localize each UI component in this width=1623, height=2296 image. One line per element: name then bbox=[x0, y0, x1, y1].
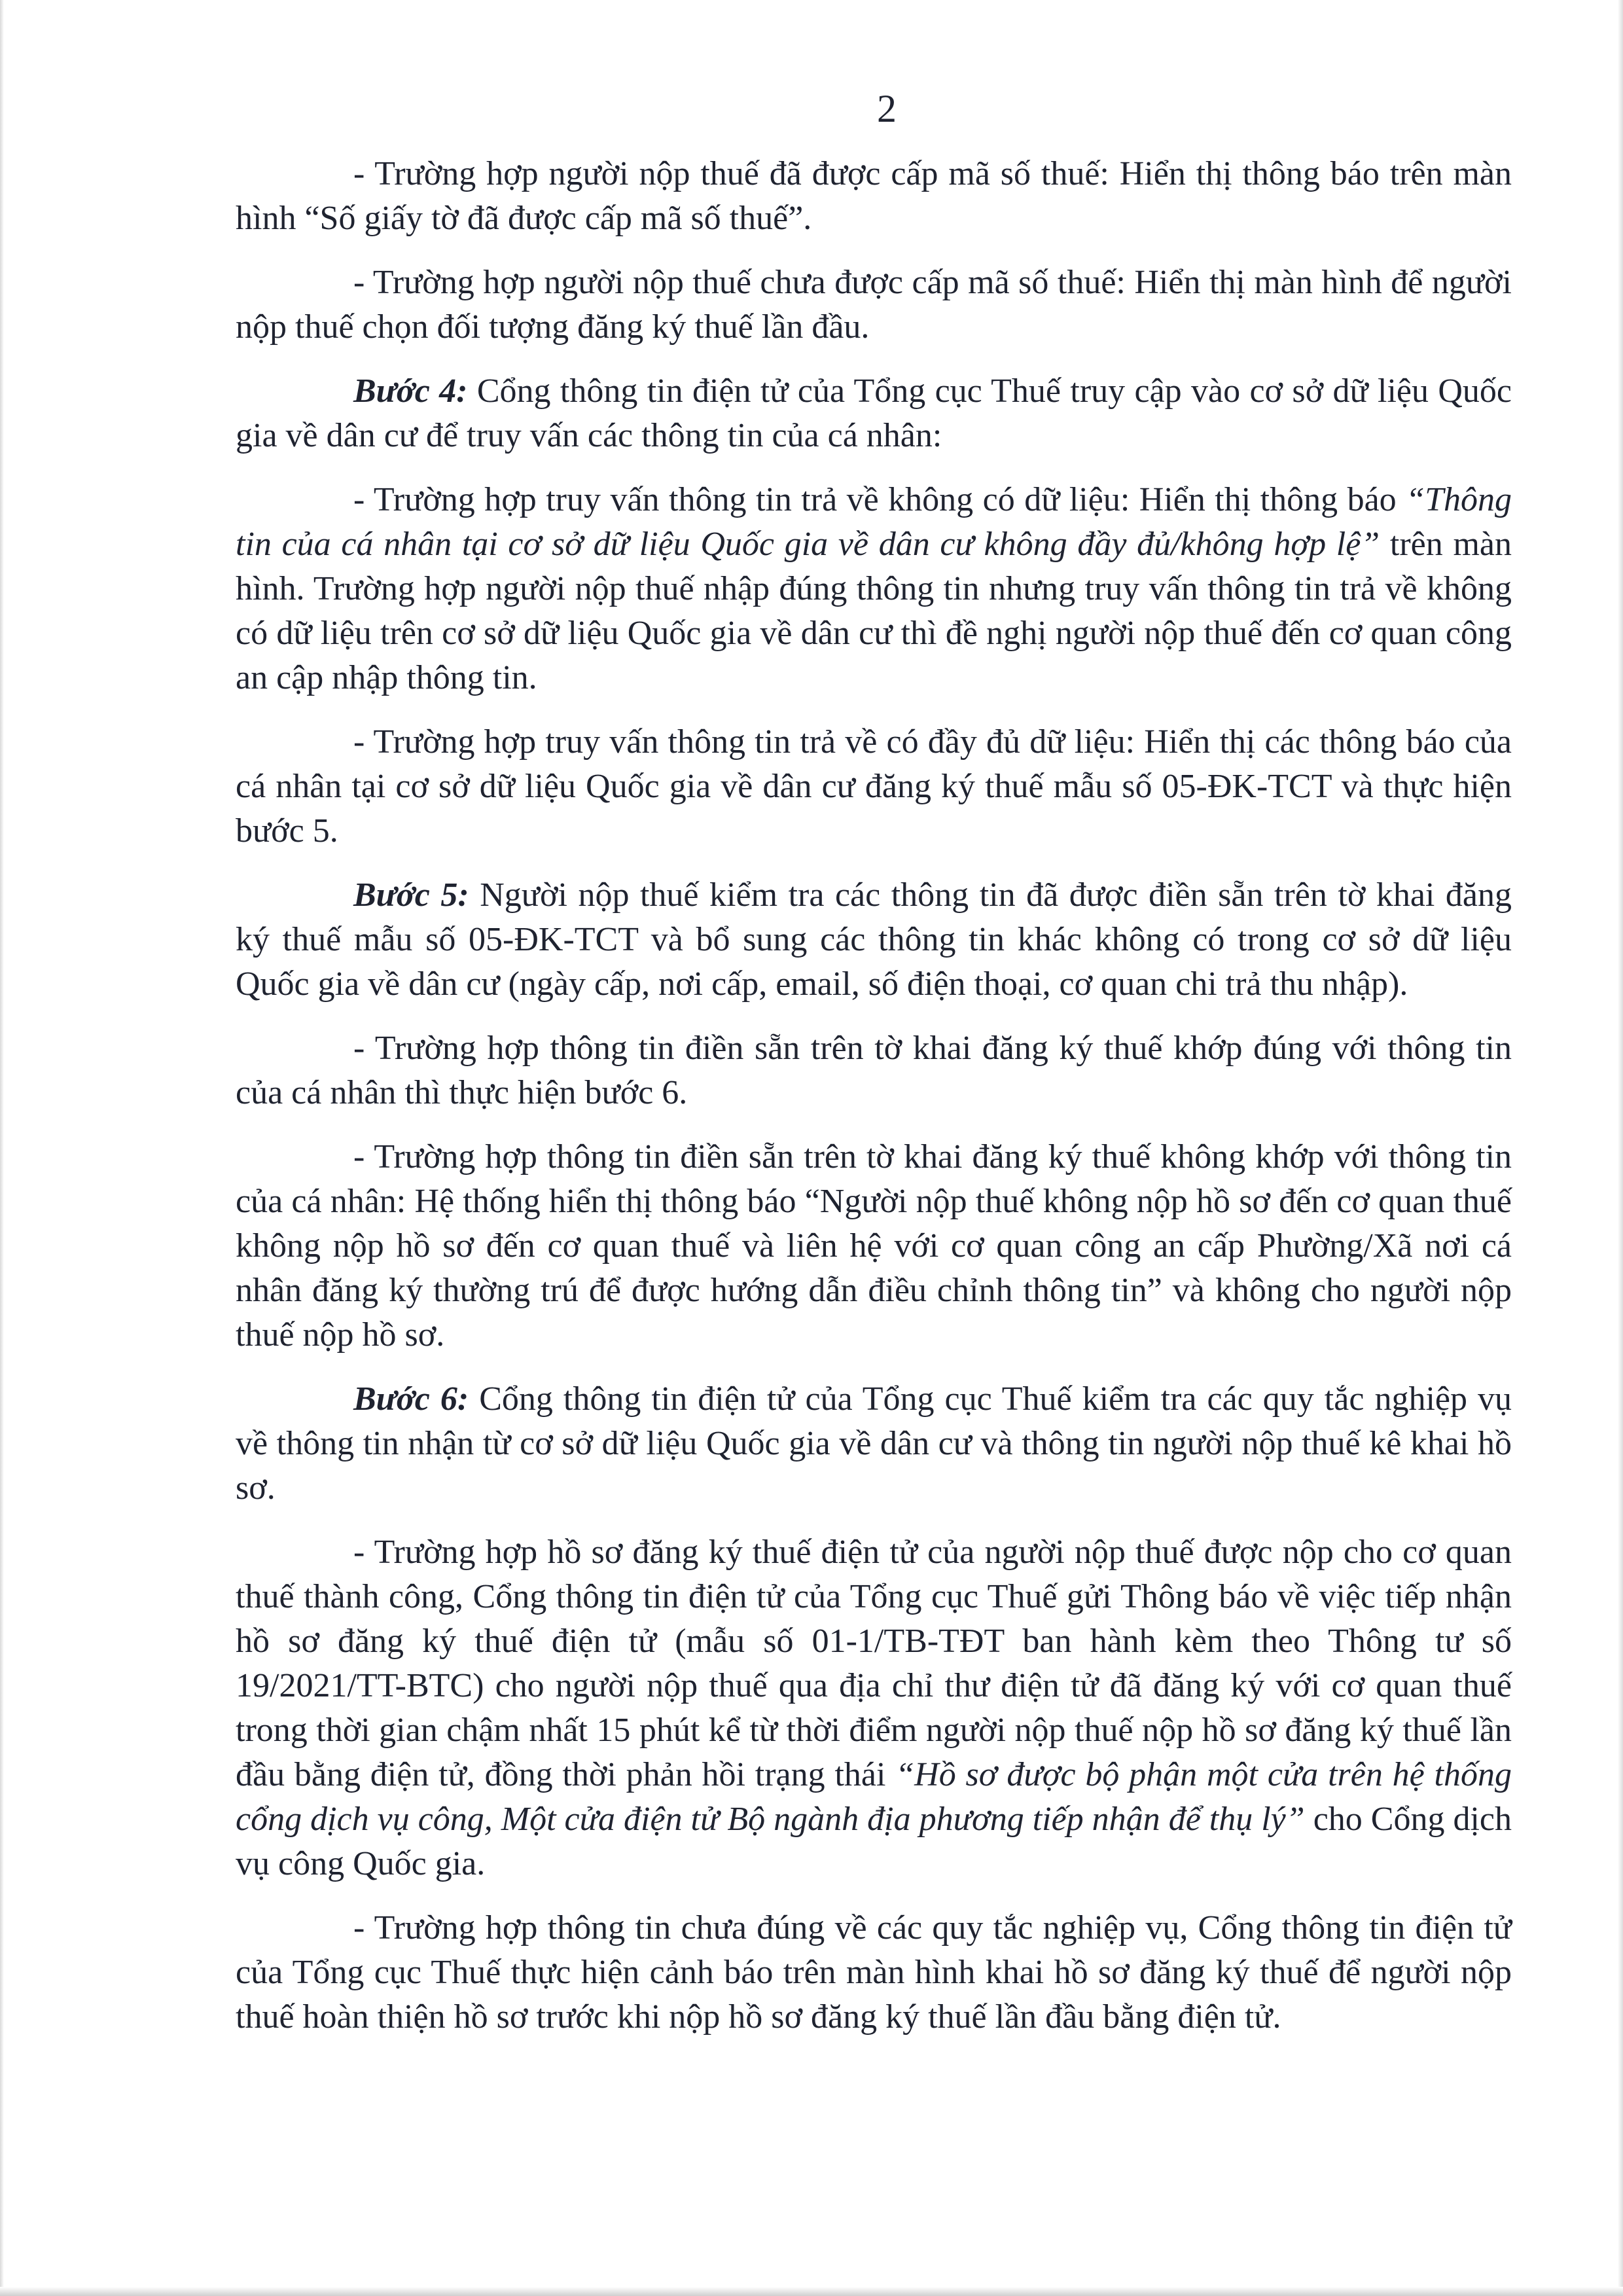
paragraph-tin-issued: - Trường hợp người nộp thuế đã được cấp mã số thuế: Hiển thị thông báo trên màn hình “Số giấy tờ đã được cấp mã số thuế”. bbox=[236, 155, 1512, 237]
paragraph-query-full-data: - Trường hợp truy vấn thông tin trả về có đầy đủ dữ liệu: Hiển thị các thông báo của cá nhân tại cơ sở dữ liệu Quốc gia về dân cư đăng ký thuế mẫu số 05-ĐK-TCT và thực hiện bước 5. bbox=[236, 723, 1512, 850]
paragraph-tin-not-issued: - Trường hợp người nộp thuế chưa được cấp mã số thuế: Hiển thị màn hình để người nộp thuế chọn đối tượng đăng ký thuế lần đầu. bbox=[236, 264, 1512, 346]
document-body bbox=[236, 152, 1512, 2059]
scan-edge-left bbox=[0, 0, 4, 2296]
paragraph-rule-warning: - Trường hợp thông tin chưa đúng về các quy tắc nghiệp vụ, Cổng thông tin điện tử của Tổng cục Thuế thực hiện cảnh báo trên màn hình khai hồ sơ đăng ký thuế để người nộp thuế hoàn thiện hồ sơ trước khi nộp hồ sơ đăng ký thuế lần đầu bằng điện tử. bbox=[236, 1909, 1512, 2036]
paragraph-step-5 bbox=[236, 873, 1512, 1007]
query-no-data-text-after: trên màn hình. Trường hợp người nộp thuế nhập đúng thông tin nhưng truy vấn thông tin trả về không có dữ liệu trên cơ sở dữ liệu Quốc gia về dân cư thì đề nghị người nộp thuế đến cơ quan công an cập nhập thông tin. bbox=[236, 526, 1512, 696]
scan-edge-right bbox=[1618, 0, 1623, 2296]
submission-success-text-before: - Trường hợp hồ sơ đăng ký thuế điện tử của người nộp thuế được nộp cho cơ quan thuế thành công, Cổng thông tin điện tử của Tổng cục Thuế gửi Thông báo về việc tiếp nhận hồ sơ đăng ký thuế điện tử (mẫu số 01-1/TB-TĐT ban hành kèm theo Thông tư số 19/2021/TT-BTC) cho người nộp thuế qua địa chỉ thư điện tử đã đăng ký với cơ quan thuế trong thời gian chậm nhất 15 phút kể từ thời điểm người nộp thuế nộp hồ sơ đăng ký thuế lần đầu bằng điện tử, đồng thời phản hồi trạng thái bbox=[236, 1534, 1512, 1793]
step-5-text: Người nộp thuế kiểm tra các thông tin đã được điền sẵn trên tờ khai đăng ký thuế mẫu số 05-ĐK-TCT và bổ sung các thông tin khác không có trong cơ sở dữ liệu Quốc gia về dân cư (ngày cấp, nơi cấp, email, số điện thoại, cơ quan chi trả thu nhập). bbox=[236, 876, 1512, 1003]
step-4-text: Cổng thông tin điện tử của Tổng cục Thuế truy cập vào cơ sở dữ liệu Quốc gia về dân cư để truy vấn các thông tin của cá nhân: bbox=[236, 372, 1512, 454]
query-no-data-text-before: - Trường hợp truy vấn thông tin trả về không có dữ liệu: Hiển thị thông báo bbox=[353, 481, 1406, 518]
step-5-label: Bước 5: bbox=[353, 876, 469, 914]
submission-success-text-after: cho Cổng dịch vụ công Quốc gia. bbox=[236, 1801, 1512, 1882]
submission-status-message: “Hồ sơ được bộ phận một cửa trên hệ thống cổng dịch vụ công, Một cửa điện tử Bộ ngành địa phương tiếp nhận để thụ lý” bbox=[236, 1756, 1512, 1838]
paragraph-info-mismatch: - Trường hợp thông tin điền sẵn trên tờ khai đăng ký thuế không khớp với thông tin của cá nhân: Hệ thống hiển thị thông báo “Người nộp thuế không nộp hồ sơ đến cơ quan thuế không nộp hồ sơ đến cơ quan thuế và liên hệ với cơ quan công an cấp Phường/Xã nơi cá nhân đăng ký thường trú để được hướng dẫn điều chỉnh thông tin” và không cho người nộp thuế nộp hồ sơ. bbox=[236, 1138, 1512, 1354]
paragraph-info-match: - Trường hợp thông tin điền sẵn trên tờ khai đăng ký thuế khớp đúng với thông tin của cá nhân thì thực hiện bước 6. bbox=[236, 1030, 1512, 1111]
paragraph-step-6 bbox=[236, 1377, 1512, 1511]
paragraph-submission-success bbox=[236, 1530, 1512, 1886]
scan-edge-bottom bbox=[0, 2287, 1623, 2296]
paragraph-step-4 bbox=[236, 369, 1512, 458]
query-no-data-message: “Thông tin của cá nhân tại cơ sở dữ liệu Quốc gia về dân cư không đầy đủ/không hợp lệ” bbox=[236, 481, 1512, 563]
paragraph-query-no-data bbox=[236, 478, 1512, 700]
step-6-text: Cổng thông tin điện tử của Tổng cục Thuế kiểm tra các quy tắc nghiệp vụ về thông tin nhận từ cơ sở dữ liệu Quốc gia về dân cư và thông tin người nộp thuế kê khai hồ sơ. bbox=[236, 1380, 1512, 1507]
step-4-label: Bước 4: bbox=[353, 372, 468, 410]
page-number: 2 bbox=[877, 87, 897, 130]
step-6-label: Bước 6: bbox=[353, 1380, 469, 1418]
